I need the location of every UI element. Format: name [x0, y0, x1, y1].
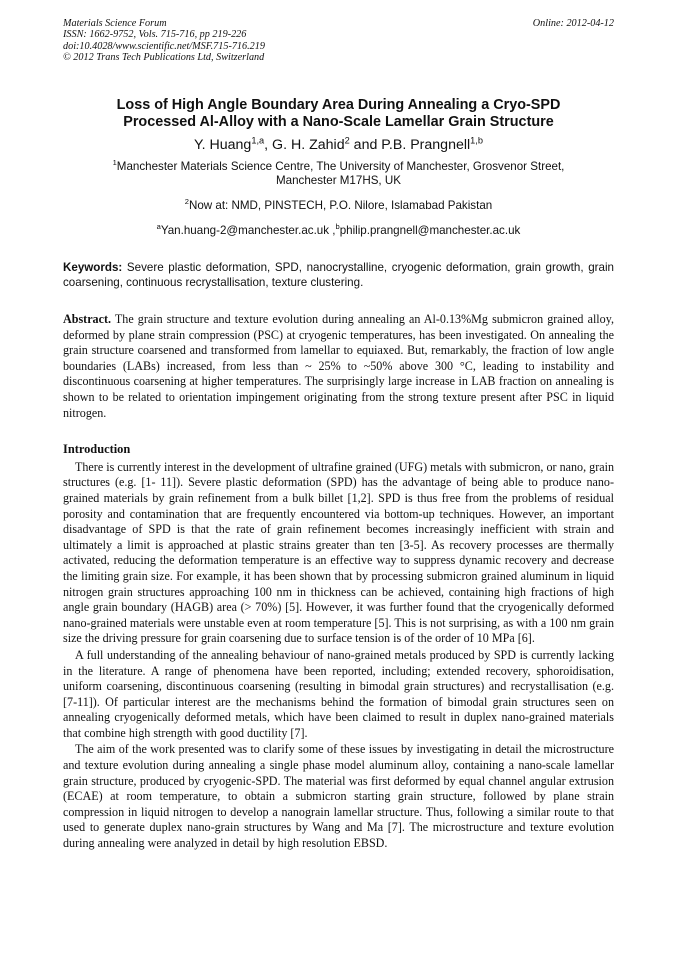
- issn-line: ISSN: 1662-9752, Vols. 715-716, pp 219-226: [63, 29, 247, 41]
- email-a-sup: a: [156, 222, 161, 232]
- author-3-sup: 1,b: [470, 134, 483, 145]
- intro-paragraph-2: A full understanding of the annealing behaviour of nano-grained metals produced by SPD is currently lacking in the literature. A range of phenomena have been reported, including; extended recovery, sphoroidisation, uniform coarsening, discontinuous coarsening (resulting in bimodal grain structures) and recrystallisation (e.g. [7-11]). Of particular interest are the mechanisms behind the formation of bimodal grain structures seen on annealing cryogenically deformed metals, which have been claimed to result in duplex nano-grained materials that combine high strength with good ductility [7].: [63, 647, 614, 740]
- affiliation-2-sup: 2: [184, 197, 189, 207]
- online-date: Online: 2012-04-12: [532, 18, 614, 29]
- affiliation-2-text: Now at: NMD, PINSTECH, P.O. Nilore, Islamabad Pakistan: [188, 199, 493, 213]
- journal-name: Materials Science Forum: [63, 18, 167, 29]
- title-line-2: Processed Al-Alloy with a Nano-Scale Lamellar Grain Structure: [123, 114, 554, 131]
- email-b-sup: b: [335, 222, 340, 232]
- paper-title: [63, 97, 614, 132]
- author-2: G. H. Zahid: [272, 136, 345, 153]
- author-2-sup: 2: [344, 134, 350, 145]
- affiliation-2: [63, 199, 614, 213]
- affiliation-1-line-1: Manchester Materials Science Centre, The University of Manchester, Grosvenor Street,: [116, 159, 565, 173]
- email-b: philip.prangnell@manchester.ac.uk: [339, 224, 521, 238]
- title-line-1: Loss of High Angle Boundary Area During Annealing a Cryo-SPD: [116, 96, 561, 113]
- affiliation-1-line-2: Manchester M17HS, UK: [275, 173, 401, 187]
- doi-line: doi:10.4028/www.scientific.net/MSF.715-716.219: [63, 40, 265, 52]
- author-separator: ,: [264, 136, 273, 153]
- keywords: [63, 261, 614, 290]
- intro-paragraph-1: There is currently interest in the development of ultrafine grained (UFG) metals with submicron, or nano, grain structures (e.g. [1- 11]). Severe plastic deformation (SPD) has the advantage of being able to produce nano-grained materials by grain refinement from a bulk billet [1,2]. SPD is thus free from the problems of residual porosity and contamination that are frequently encountered via bottom-up techniques. However, an important disadvantage of SPD is that the rate of grain refinement becomes increasingly inefficient with strain and ultimately a limit is approached at plastic strains greater than ten [3-5]. As recovery processes are thermally activated, reducing the deformation temperature is an effective way to suppress dynamic recovery and decrease the limiting grain size. For example, it has been shown that by processing submicron grained aluminum in liquid nitrogen grain structures approaching 100 nm in thickness can be achieved, containing high fractions of high angle grain boundary (HAGB) area (> 70%) [5]. However, it was further found that the cryogenically deformed nano-grained materials were unstable even at room temperature [5]. This is not surprising, as with a 100 nm grain size the driving pressure for grain coarsening due to surface tension is of the order of 10 MPa [6].: [63, 459, 614, 646]
- intro-paragraph-3: The aim of the work presented was to clarify some of these issues by investigating in detail the microstructure and texture evolution during annealing a single phase model aluminum alloy, containing a nano-scale lamellar grain structure, produced by cryogenic-SPD. The material was first deformed by equal channel angular extrusion (ECAE) at room temperature, to obtain a submicron starting grain structure, followed by plane strain compression in liquid nitrogen to develop a nanograin lamellar structure. Thus, following a similar route to that used to generate duplex nano-grain structures by Wang and Ma [7]. The microstructure and texture evolution during annealing were analyzed in detail by high resolution EBSD.: [63, 742, 614, 851]
- journal-header: [63, 18, 614, 64]
- email-a: Yan.huang-2@manchester.ac.uk ,: [160, 224, 336, 238]
- author-1: Y. Huang: [194, 136, 252, 153]
- copyright-line: © 2012 Trans Tech Publications Ltd, Switzerland: [63, 52, 265, 64]
- keywords-label: Keywords:: [63, 261, 123, 275]
- section-heading-introduction: Introduction: [63, 442, 131, 457]
- author-list: [63, 136, 614, 154]
- author-emails: [63, 224, 614, 238]
- abstract-label: Abstract.: [63, 312, 112, 327]
- author-separator: and: [349, 136, 382, 153]
- author-3: P.B. Prangnell: [381, 136, 471, 153]
- affiliation-1: [63, 157, 614, 188]
- abstract-text: The grain structure and texture evolution during annealing an Al-0.13%Mg submicron grained alloy, deformed by plane strain compression (PSC) at cryogenic temperatures, has been investigated. On annealing the grain structure coarsened and transformed from lamellar to equiaxed. But, remarkably, the fraction of low angle boundaries (LABs) increased, from less than ~ 25% to ~50% above 300 °C, leading to instability and discontinuous coarsening at higher temperatures. The surprisingly large increase in LAB fraction on annealing is shown to be related to orientation impingement originating from the strong texture present after PSC in liquid nitrogen.: [63, 312, 614, 420]
- affiliation-1-sup: 1: [112, 157, 117, 167]
- author-1-sup: 1,a: [251, 134, 265, 145]
- keywords-text: Severe plastic deformation, SPD, nanocrystalline, cryogenic deformation, grain growth, grain coarsening, continuous recrystallisation, texture clustering.: [63, 261, 614, 289]
- abstract: [63, 312, 614, 421]
